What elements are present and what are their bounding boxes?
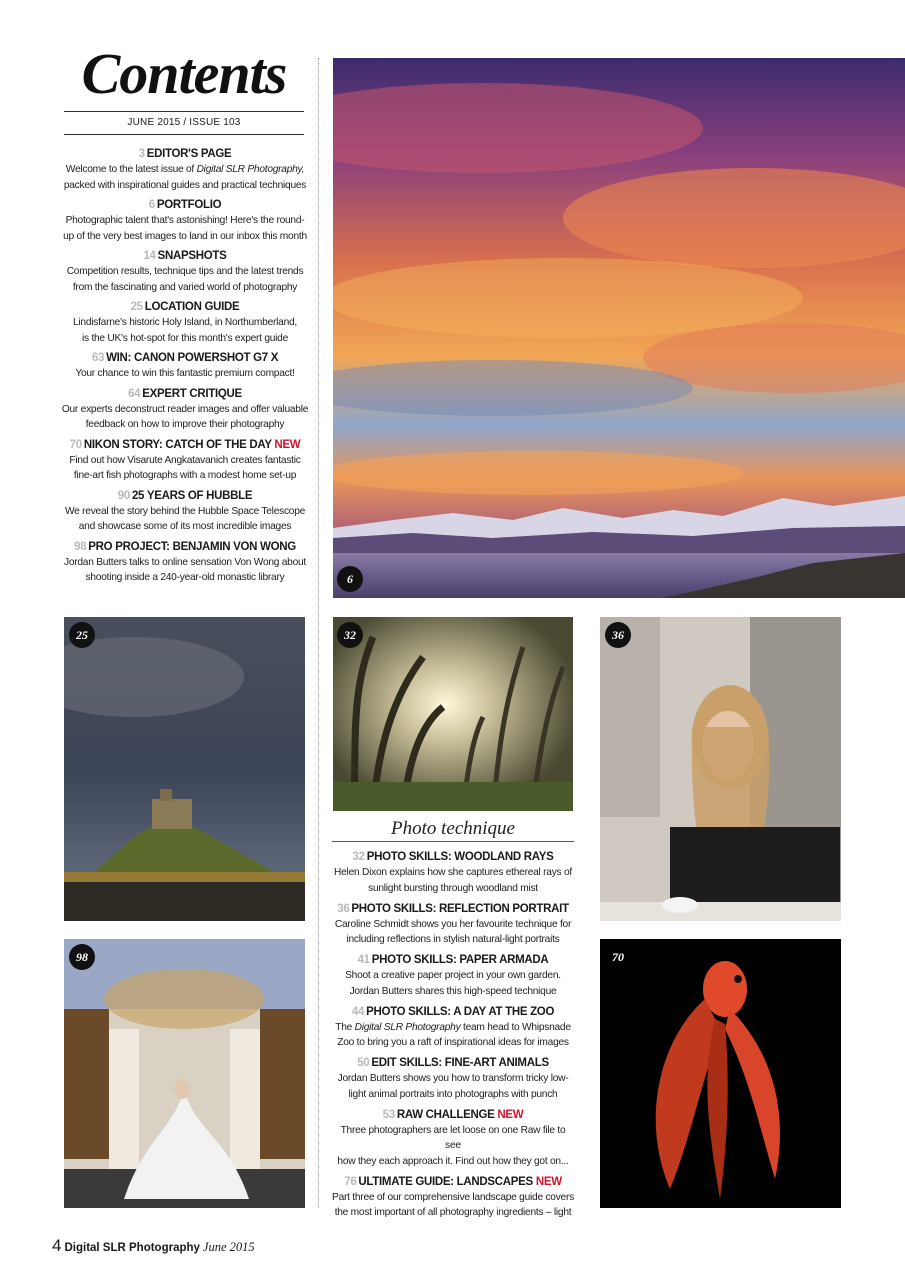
entry-description bbox=[332, 1123, 574, 1154]
contents-entry[interactable] bbox=[60, 198, 310, 244]
page-number: 90 bbox=[117, 489, 130, 502]
new-badge: NEW bbox=[535, 1175, 562, 1188]
description-text: Lindisfarne's historic Holy Island, in Northumberland, bbox=[72, 317, 297, 328]
description-text: Digital SLR Photography bbox=[354, 1021, 461, 1033]
entry-heading bbox=[60, 438, 310, 453]
entry-title: PRO PROJECT: BENJAMIN VON WONG bbox=[88, 540, 296, 553]
description-text: Digital SLR Photography, bbox=[196, 164, 305, 175]
entry-description bbox=[60, 213, 310, 229]
page-badge-70: 70 bbox=[612, 950, 624, 964]
description-text: including reflections in stylish natural-light portraits bbox=[346, 934, 560, 945]
page-badge-6: 6 bbox=[337, 566, 363, 592]
page-number: 53 bbox=[382, 1108, 395, 1121]
entry-heading bbox=[332, 953, 574, 968]
entry-title: PHOTO SKILLS: REFLECTION PORTRAIT bbox=[351, 902, 569, 915]
page-number: 64 bbox=[128, 387, 141, 400]
entry-title: EXPERT CRITIQUE bbox=[142, 387, 242, 400]
description-text: Your chance to win this fantastic premium compact! bbox=[75, 368, 295, 379]
entry-heading bbox=[332, 1005, 574, 1020]
description-text: Find out how Visarute Angkatavanich creates fantastic bbox=[69, 454, 301, 466]
contents-entry[interactable] bbox=[60, 351, 310, 382]
entry-title: EDIT SKILLS: FINE-ART ANIMALS bbox=[371, 1057, 549, 1069]
entry-title: WIN: CANON POWERSHOT G7 X bbox=[106, 352, 279, 364]
page-title: Contents bbox=[81, 41, 287, 106]
entry-heading bbox=[60, 540, 310, 555]
entry-description bbox=[60, 519, 310, 535]
page-number: 32 bbox=[352, 851, 365, 863]
entry-heading bbox=[60, 249, 310, 264]
contents-entry[interactable] bbox=[332, 1108, 574, 1170]
entry-description bbox=[60, 570, 310, 586]
entry-title: SNAPSHOTS bbox=[157, 250, 227, 262]
footer bbox=[52, 1236, 255, 1256]
entry-title: PORTFOLIO bbox=[156, 199, 222, 211]
entry-description bbox=[332, 1190, 574, 1206]
contents-entry[interactable] bbox=[332, 953, 574, 999]
entry-description bbox=[60, 162, 310, 178]
sunset-photo bbox=[333, 58, 905, 598]
page-badge-36: 36 bbox=[605, 622, 631, 648]
entry-heading bbox=[332, 850, 574, 865]
entry-description bbox=[332, 1154, 574, 1170]
page-number: 6 bbox=[148, 199, 155, 211]
description-text: We reveal the story behind the Hubble Space Telescope bbox=[64, 505, 306, 517]
entry-heading bbox=[60, 198, 310, 213]
contents-entry[interactable] bbox=[60, 540, 310, 586]
description-text: Helen Dixon explains how she captures ethereal rays of bbox=[334, 867, 572, 878]
entry-description bbox=[332, 865, 574, 881]
entry-description bbox=[60, 402, 310, 418]
entry-description bbox=[332, 1087, 574, 1103]
contents-entry[interactable] bbox=[60, 249, 310, 295]
page-badge-98: 98 bbox=[69, 944, 95, 970]
description-text: Competition results, technique tips and the latest trends bbox=[66, 266, 304, 277]
entry-heading bbox=[332, 1175, 574, 1190]
description-text: Three photographers are let loose on one Raw file to see bbox=[340, 1124, 566, 1151]
technique-list bbox=[332, 850, 574, 1226]
entry-heading bbox=[332, 902, 574, 917]
entry-description bbox=[60, 417, 310, 433]
description-text: Shoot a creative paper project in your own garden. bbox=[345, 970, 561, 981]
entry-description bbox=[60, 264, 310, 280]
contents-list bbox=[60, 147, 310, 591]
entry-description bbox=[332, 1205, 574, 1221]
entry-title: RAW CHALLENGE bbox=[396, 1108, 495, 1121]
contents-entry[interactable] bbox=[332, 1005, 574, 1051]
entry-description bbox=[332, 1020, 574, 1036]
description-text: Photographic talent that's astonishing! Here's the round- bbox=[65, 215, 305, 226]
description-text: packed with inspirational guides and practical techniques bbox=[63, 179, 307, 191]
entry-description bbox=[332, 984, 574, 1000]
description-text: sunlight bursting through woodland mist bbox=[368, 882, 538, 894]
issue-rule bbox=[64, 134, 304, 135]
fish-photo bbox=[600, 939, 841, 1208]
title-rule bbox=[64, 111, 304, 112]
entry-description bbox=[332, 968, 574, 984]
description-text: feedback on how to improve their photography bbox=[85, 419, 285, 430]
page-number: 44 bbox=[351, 1005, 365, 1018]
entry-title: 25 YEARS OF HUBBLE bbox=[131, 489, 253, 502]
entry-description bbox=[332, 881, 574, 897]
entry-title: PHOTO SKILLS: WOODLAND RAYS bbox=[366, 851, 554, 863]
page-number: 70 bbox=[69, 438, 82, 451]
contents-entry[interactable] bbox=[60, 300, 310, 346]
castle-photo bbox=[64, 617, 305, 921]
library-photo bbox=[64, 939, 305, 1208]
description-text: Jordan Butters talks to online sensation Von Wong about bbox=[63, 556, 307, 568]
description-text: Caroline Schmidt shows you her favourite technique for bbox=[334, 918, 572, 930]
entry-description bbox=[60, 178, 310, 194]
section-heading-photo-technique: Photo technique bbox=[391, 818, 515, 839]
description-text: fine-art fish photographs with a modest home set-up bbox=[73, 470, 297, 481]
magazine-name: Digital SLR Photography bbox=[64, 1242, 200, 1254]
entry-description bbox=[60, 315, 310, 331]
entry-heading bbox=[332, 1056, 574, 1071]
page-badge-25: 25 bbox=[69, 622, 95, 648]
entry-heading bbox=[60, 387, 310, 402]
description-text: light animal portraits into photographs with punch bbox=[348, 1088, 558, 1100]
description-text: Part three of our comprehensive landscape guide covers bbox=[332, 1191, 574, 1203]
woodland-photo bbox=[333, 617, 573, 811]
description-text: shooting inside a 240-year-old monastic library bbox=[85, 572, 285, 583]
entry-description bbox=[332, 917, 574, 933]
description-text: the most important of all photography ingredients – light bbox=[334, 1207, 572, 1218]
entry-description bbox=[60, 555, 310, 571]
contents-entry[interactable] bbox=[60, 387, 310, 433]
entry-description bbox=[60, 229, 310, 245]
entry-description bbox=[332, 932, 574, 948]
entry-description bbox=[332, 1071, 574, 1087]
new-badge: NEW bbox=[274, 438, 301, 451]
section-rule bbox=[332, 841, 574, 842]
entry-heading bbox=[60, 300, 310, 315]
page-number: 14 bbox=[143, 250, 156, 262]
description-text: Jordan Butters shows you how to transform tricky low- bbox=[337, 1073, 569, 1084]
description-text: Our experts deconstruct reader images and offer valuable bbox=[61, 403, 309, 415]
issue-line: JUNE 2015 / ISSUE 103 bbox=[127, 117, 241, 128]
description-text: from the fascinating and varied world of photography bbox=[72, 281, 298, 293]
entry-description bbox=[60, 453, 310, 469]
page-number: 76 bbox=[344, 1175, 357, 1188]
column-divider bbox=[318, 58, 319, 1208]
entry-description bbox=[60, 366, 310, 382]
entry-heading bbox=[60, 147, 310, 162]
description-text: The bbox=[335, 1021, 355, 1033]
page-number: 25 bbox=[130, 301, 143, 313]
entry-description bbox=[60, 504, 310, 520]
entry-title: PHOTO SKILLS: PAPER ARMADA bbox=[371, 954, 549, 966]
entry-heading bbox=[60, 351, 310, 366]
contents-entry[interactable] bbox=[332, 1175, 574, 1221]
description-text: Zoo to bring you a raft of inspirational ideas for images bbox=[337, 1037, 569, 1048]
entry-heading bbox=[60, 489, 310, 504]
page-number: 4 bbox=[52, 1236, 62, 1255]
contents-entry[interactable] bbox=[60, 438, 310, 484]
contents-entry[interactable] bbox=[332, 850, 574, 896]
entry-title: NIKON STORY: CATCH OF THE DAY bbox=[83, 438, 272, 451]
entry-heading bbox=[332, 1108, 574, 1123]
portrait-photo bbox=[600, 617, 841, 921]
description-text: and showcase some of its most incredible images bbox=[78, 521, 292, 532]
entry-description bbox=[60, 468, 310, 484]
entry-title: LOCATION GUIDE bbox=[144, 301, 240, 313]
description-text: how they each approach it. Find out how they got on... bbox=[337, 1155, 569, 1167]
page-number: 98 bbox=[74, 540, 87, 553]
page-number: 50 bbox=[357, 1057, 370, 1069]
contents-entry[interactable] bbox=[60, 489, 310, 535]
contents-entry[interactable] bbox=[332, 1056, 574, 1102]
entry-description bbox=[60, 331, 310, 347]
description-text: up of the very best images to land in our inbox this month bbox=[63, 230, 307, 242]
description-text: team head to Whipsnade bbox=[460, 1021, 571, 1033]
page-number: 36 bbox=[337, 902, 350, 915]
page-number: 63 bbox=[91, 352, 105, 364]
entry-description bbox=[332, 1035, 574, 1051]
issue-date: June 2015 bbox=[202, 1240, 255, 1254]
description-text: Jordan Butters shares this high-speed technique bbox=[349, 985, 557, 997]
contents-entry[interactable] bbox=[60, 147, 310, 193]
page-badge-32: 32 bbox=[337, 622, 363, 648]
entry-title: EDITOR'S PAGE bbox=[146, 148, 232, 160]
entry-description bbox=[60, 280, 310, 296]
entry-title: ULTIMATE GUIDE: LANDSCAPES bbox=[358, 1175, 533, 1188]
page-number: 3 bbox=[138, 148, 145, 160]
description-text: Welcome to the latest issue of bbox=[65, 164, 197, 175]
description-text: is the UK's hot-spot for this month's expert guide bbox=[82, 332, 288, 344]
entry-title: PHOTO SKILLS: A DAY AT THE ZOO bbox=[366, 1005, 555, 1018]
contents-entry[interactable] bbox=[332, 902, 574, 948]
page-number: 41 bbox=[357, 954, 370, 966]
new-badge: NEW bbox=[497, 1108, 524, 1121]
